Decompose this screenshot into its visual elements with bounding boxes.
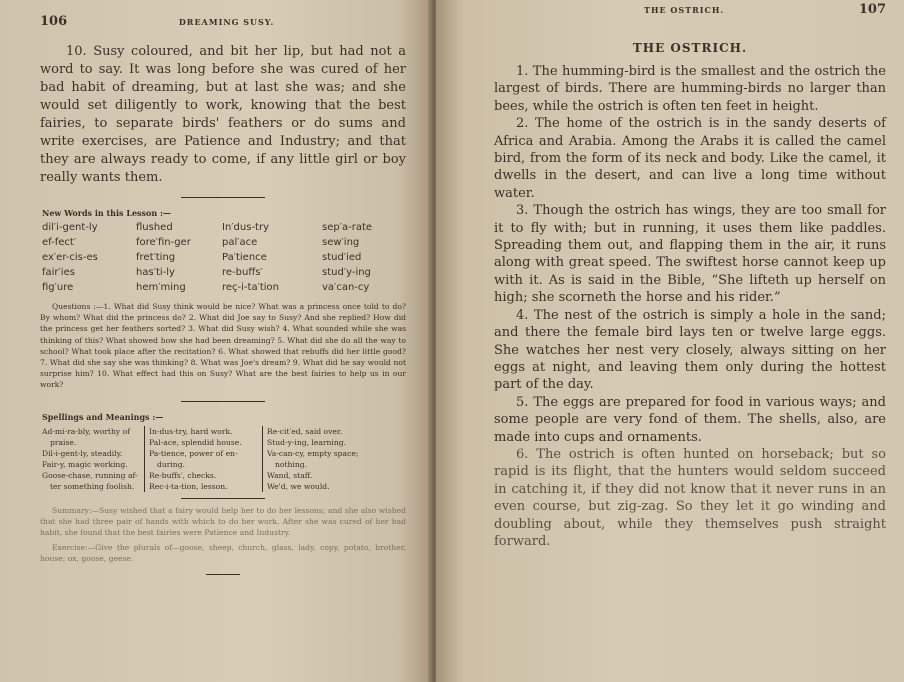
left-page: [0, 0, 432, 682]
page-number-right: 107: [858, 2, 886, 17]
new-word: re-buffs′: [222, 267, 263, 278]
left-running-head: [40, 14, 406, 29]
spellings-column: In-dus-try, hard work. Pal-ace, splendid house. Pa-tience, power of en- during. Re-buffs′, checks. Rec-i-ta-tion, lesson.: [144, 426, 262, 492]
new-word: In′dus-try: [222, 222, 270, 233]
new-word: stud′y-ing: [322, 267, 371, 278]
new-word: ef-fect′: [42, 237, 77, 248]
new-words-list: [40, 220, 406, 295]
paragraph: 2. The home of the ostrich is in the sandy deserts of Africa and Arabia. Among the Arabs it is called the camel bird, from the form of its neck and body. Like the camel, it dwells in the desert, and can live a long time without water.: [494, 116, 886, 201]
new-word: sew′ing: [322, 237, 360, 248]
new-word: fair′ies: [42, 267, 75, 278]
new-word: Pa′tience: [222, 252, 267, 263]
section-divider: [181, 401, 265, 402]
summary-block: Summary:—Susy wished that a fairy would help her to do her lessons; and she also wished that she had three pair of hands with which to do her work. After she was cured of her bad habit, she found that the best fairies were Patience and Industry. Exercise:—Give the plurals of—goose, sheep, church, glass, lady, copy, potato, brother, house; ox, goose, geese.: [40, 505, 406, 563]
new-word: fig′ure: [42, 282, 74, 293]
exercise-text: Exercise:—Give the plurals of—goose, sheep, church, glass, lady, copy, potato, brother, house; ox, goose, geese.: [40, 542, 406, 563]
new-word: dil′i-gent-ly: [42, 222, 98, 233]
new-word: va′can-cy: [322, 282, 370, 293]
right-page: [436, 0, 904, 682]
new-words-label: New Words in this Lesson :—: [42, 208, 171, 218]
paragraph: 3. Though the ostrich has wings, they are too small for it to fly with; but in running, it uses them like paddles. Spreading them out, and flapping them in the air, it runs along with great speed. The swiftest horse cannot keep up with it. As is said in the Bible, “She lifteth up herself on high; she scorneth the horse and his rider.”: [494, 203, 886, 306]
running-title-left: DREAMING SUSY.: [178, 17, 275, 27]
lesson-closing-paragraph: 10. Susy coloured, and bit her lip, but had not a word to say. It was long before she was cured of her bad habit of dreaming, but at last she was; and she would set diligently to work, knowing that the best fairies, to separate birds' feathers or do sums and write exercises, are Patience and Industry; and that they are always ready to come, if any little girl or boy really wants them.: [40, 44, 406, 185]
new-word: sep′a-rate: [322, 222, 373, 233]
new-word: ex′er-cis-es: [42, 252, 98, 263]
section-divider: [181, 498, 265, 499]
chapter-title: THE OSTRICH.: [632, 41, 748, 55]
new-word: reç-i-ta′tion: [222, 282, 280, 293]
new-word: pal′ace: [222, 237, 258, 248]
new-word: fore′fin-ger: [136, 237, 191, 248]
paragraph: 1. The humming-bird is the smallest and the ostrich the largest of birds. There are humming-birds no larger than bees, while the ostrich is often ten feet in height.: [494, 64, 886, 114]
spellings-meanings-table: [40, 426, 406, 492]
right-running-head: [494, 2, 886, 17]
new-word: has′ti-ly: [136, 267, 175, 278]
paragraph: 4. The nest of the ostrich is simply a hole in the sand; and there the female bird lays ten or twelve large eggs. She watches her nest very closely, always sitting on her eggs at night, and leaving them only during the hottest part of the day.: [494, 307, 886, 393]
new-word: stud′ied: [322, 252, 362, 263]
paragraph: 6. The ostrich is often hunted on horseback; but so rapid is its flight, that the hunters would seldom succeed in catching it, if they did not know that it never runs in an even course, but zig-zag. So they let it go winding and doubling about, while they themselves push straight forward.: [494, 446, 886, 549]
section-divider: [181, 197, 265, 198]
spellings-label: Spellings and Meanings :—: [42, 411, 164, 422]
spellings-column: Re-cit′ed, said over. Stud-y-ing, learning. Va-can-cy, empty space; nothing. Wand, staff. We'd, we would.: [262, 426, 382, 492]
questions-block: Questions :—1. What did Susy think would be nice? What was a princess once told to do? By whom? What did the princess do? 2. What did Joe say to Susy? And she replied? How did the princess get her feathers sorted? 3. What did Susy wish? 4. What sounded while she was thinking of this? What showed how she had been dreaming? 5. What did she do all the way to school? What took place after the recitation? 6. What showed that rebuffs did her little good? 7. What did she say she was thinking? 8. What was Joe's dream? 9. What did he say would not surprise him? 10. What effect had this on Susy? What are the best fairies to help us in our work?: [40, 302, 406, 390]
new-word: hem′ming: [136, 282, 186, 293]
spellings-column: Ad-mi-ra-bly, worthy of praise. Dil-i-gent-ly, steadily. Fair-y, magic working. Goose-chase, running af- ter something foolish.: [42, 426, 138, 491]
ostrich-text: [494, 63, 886, 550]
page-number-left: 106: [40, 14, 68, 29]
end-rule: [206, 574, 240, 575]
new-word: flushed: [136, 222, 173, 233]
new-word: fret′ting: [136, 252, 176, 263]
paragraph: 5. The eggs are prepared for food in various ways; and some people are very fond of them. The shells, also, are made into cups and ornaments.: [494, 394, 886, 445]
running-title-right: THE OSTRICH.: [644, 5, 725, 15]
